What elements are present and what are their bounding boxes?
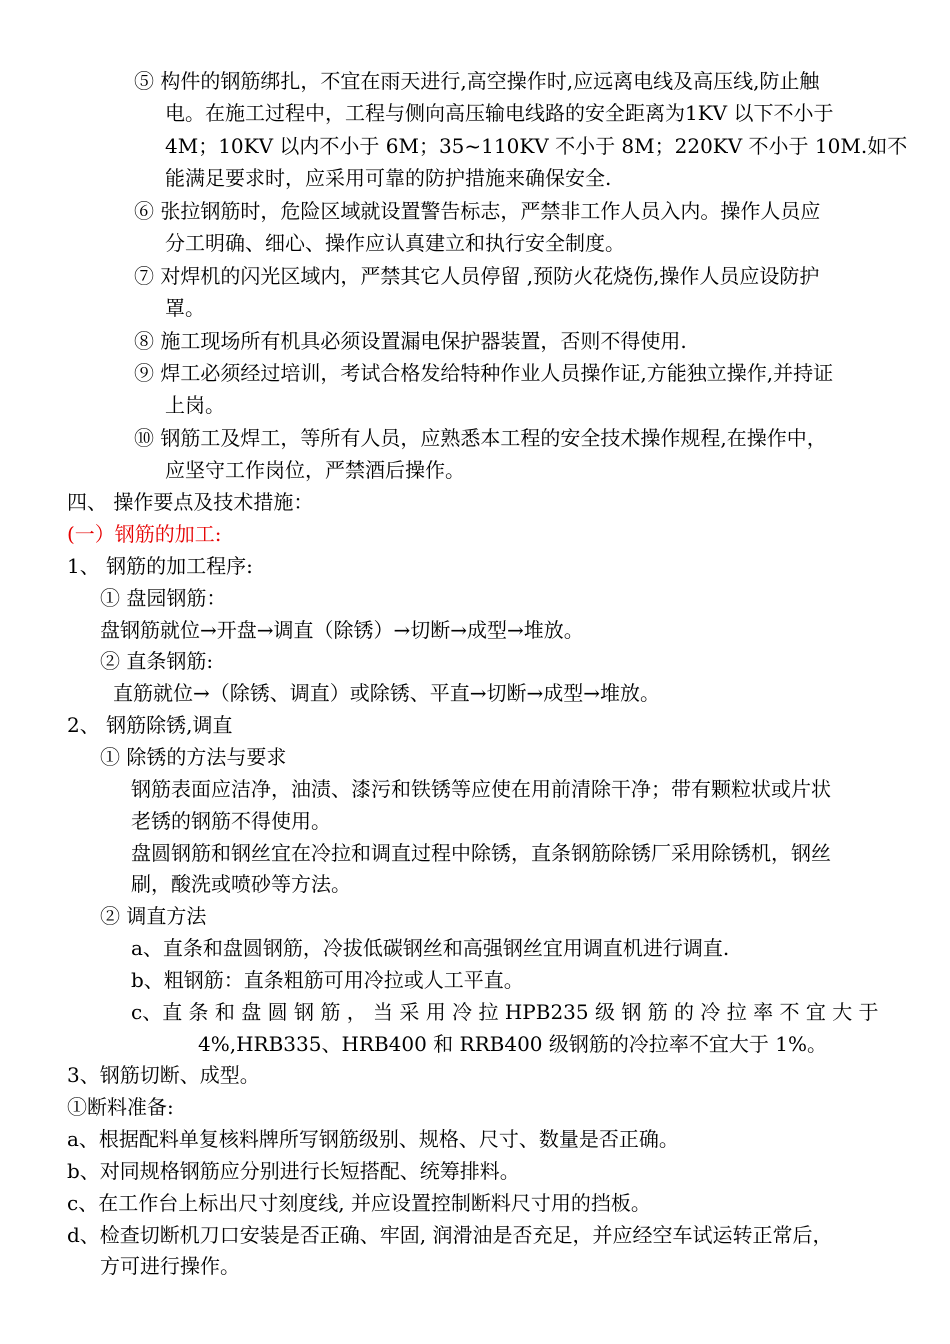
- section-four-heading: 四、 操作要点及技术措施：: [67, 490, 314, 514]
- item-10-line-2: 应坚守工作岗位，严禁酒后操作。: [165, 458, 465, 482]
- item-5-line-2: 电。在施工过程中，工程与侧向高压输电线路的安全距离为1KV 以下不小于: [165, 101, 834, 125]
- item-10-line-1: ⑩ 钢筋工及焊工，等所有人员，应熟悉本工程的安全技术操作规程,在操作中，: [134, 426, 827, 450]
- item-9-line-2: 上岗。: [165, 393, 225, 417]
- step-2-item-1-text-4: 刷，酸洗或喷砂等方法。: [131, 872, 351, 896]
- step-1-item-2-flow: 直筋就位→（除锈、调直）或除锈、平直→切断→成型→堆放。: [113, 681, 661, 705]
- step-3-item-1-b: b、对同规格钢筋应分别进行长短搭配、统筹排料。: [67, 1159, 520, 1183]
- item-7-line-1: ⑦ 对焊机的闪光区域内，严禁其它人员停留 ,预防火花烧伤,操作人员应设防护: [134, 264, 820, 288]
- item-9-line-1: ⑨ 焊工必须经过培训，考试合格发给特种作业人员操作证,方能独立操作,并持证: [134, 361, 834, 385]
- step-2-item-2-a: a、直条和盘圆钢筋，冷拔低碳钢丝和高强钢丝宜用调直机进行调直.: [131, 936, 730, 960]
- step-3-item-1-c: c、在工作台上标出尺寸刻度线, 并应设置控制断料尺寸用的挡板。: [67, 1191, 651, 1215]
- item-5-line-1: ⑤ 构件的钢筋绑扎，不宜在雨天进行,高空操作时,应远离电线及高压线,防止触: [134, 69, 820, 93]
- step-2-item-1-text-3: 盘圆钢筋和钢丝宜在冷拉和调直过程中除锈，直条钢筋除锈厂采用除锈机，钢丝: [131, 841, 831, 865]
- step-2-item-2-c-line-2: 4%,HRB335、HRB400 和 RRB400 级钢筋的冷拉率不宜大于 1%。: [198, 1032, 827, 1056]
- step-2-item-2: ② 调直方法: [100, 904, 207, 928]
- step-3-heading: 3、钢筋切断、成型。: [67, 1063, 260, 1087]
- step-1-item-1-flow: 盘钢筋就位→开盘→调直（除锈）→切断→成型→堆放。: [100, 618, 584, 642]
- step-1-heading: 1、 钢筋的加工程序:: [67, 554, 253, 578]
- step-3-item-1-a: a、根据配料单复核料牌所写钢筋级别、规格、尺寸、数量是否正确。: [67, 1127, 679, 1151]
- step-2-item-1-text-2: 老锈的钢筋不得使用。: [131, 809, 331, 833]
- step-2-item-2-c-line-1: c、直 条 和 盘 圆 钢 筋 ， 当 采 用 冷 拉 HPB235 级 钢 筋 的 冷 拉 率 不 宜 大 于: [131, 1000, 879, 1024]
- step-2-item-1: ① 除锈的方法与要求: [100, 745, 287, 769]
- item-6-line-2: 分工明确、细心、操作应认真建立和执行安全制度。: [165, 231, 625, 255]
- step-2-heading: 2、 钢筋除锈,调直: [67, 713, 233, 737]
- subsection-heading: (一）钢筋的加工:: [67, 522, 222, 546]
- step-1-item-1: ① 盘园钢筋：: [100, 586, 227, 610]
- step-2-item-2-b: b、粗钢筋：直条粗筋可用冷拉或人工平直。: [131, 968, 524, 992]
- item-8-line-1: ⑧ 施工现场所有机具必须设置漏电保护器装置，否则不得使用.: [134, 329, 687, 353]
- step-3-item-1-d-line-1: d、检查切断机刀口安装是否正确、牢固, 润滑油是否充足，并应经空车试运转正常后，: [67, 1223, 833, 1247]
- item-6-line-1: ⑥ 张拉钢筋时，危险区域就设置警告标志，严禁非工作人员入内。操作人员应: [134, 199, 821, 223]
- step-3-item-1-d-line-2: 方可进行操作。: [100, 1254, 240, 1278]
- step-3-item-1: ①断料准备:: [67, 1095, 174, 1119]
- step-2-item-1-text-1: 钢筋表面应洁净，油渍、漆污和铁锈等应使在用前清除干净；带有颗粒状或片状: [131, 777, 831, 801]
- item-5-line-3: 4M；10KV 以内不小于 6M；35~110KV 不小于 8M；220KV 不小于 10M.如不: [165, 134, 908, 158]
- item-5-line-4: 能满足要求时，应采用可靠的防护措施来确保安全.: [165, 166, 612, 190]
- step-1-item-2: ② 直条钢筋:: [100, 649, 214, 673]
- item-7-line-2: 罩。: [165, 296, 205, 320]
